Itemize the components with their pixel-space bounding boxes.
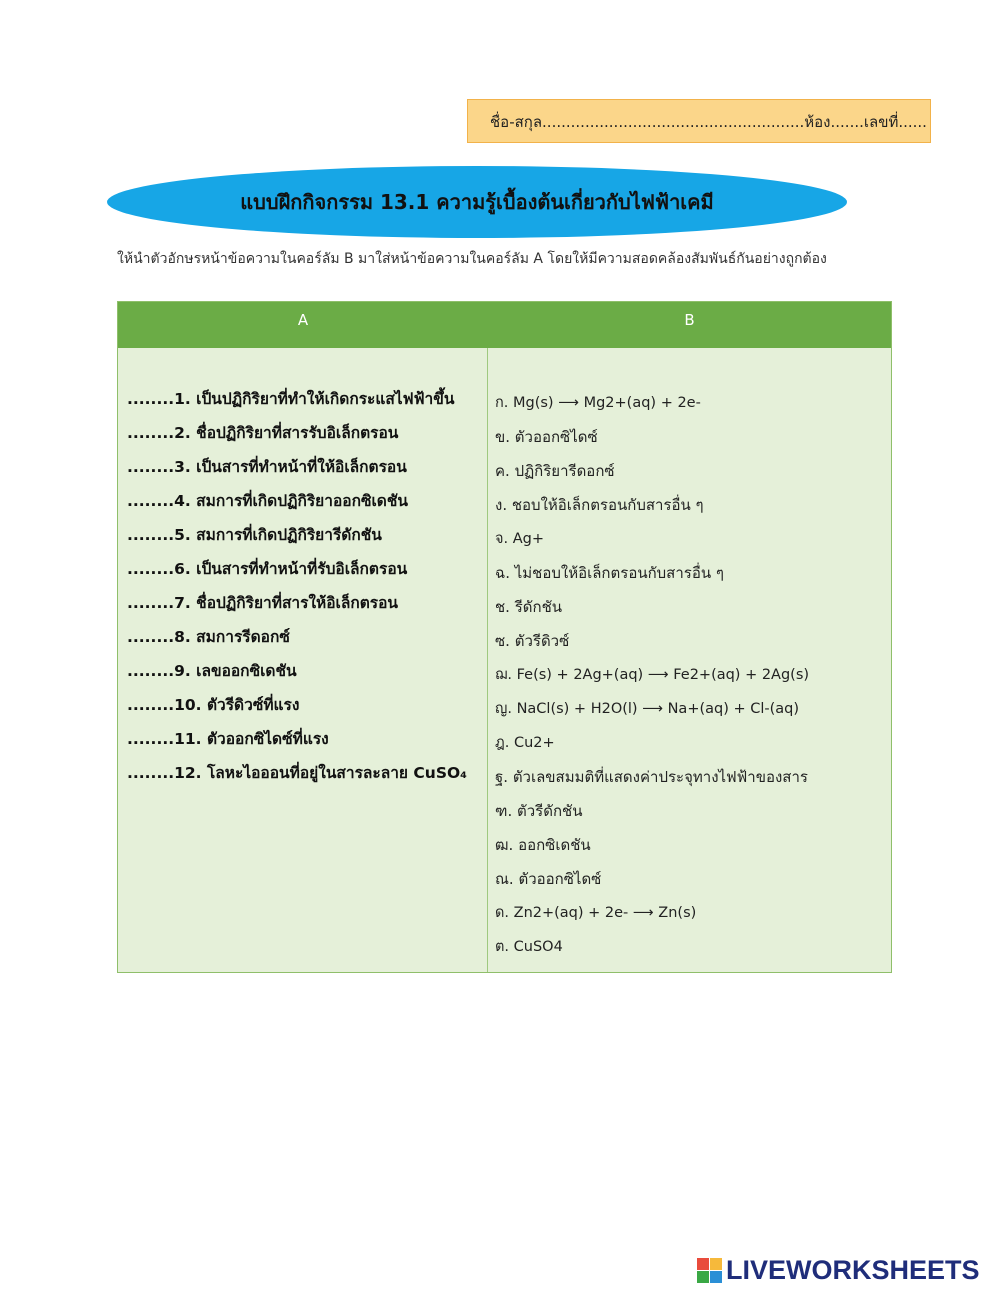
answer-option: ง. ชอบให้อิเล็กตรอนกับสารอื่น ๆ — [495, 496, 704, 514]
column-b-header: B — [684, 311, 695, 329]
question-item: ........8. สมการรีดอกซ์ — [127, 628, 290, 646]
answer-option: ฐ. ตัวเลขสมมติที่แสดงค่าประจุทางไฟฟ้าของสาร — [495, 768, 808, 786]
table-header — [118, 302, 891, 348]
logo-square-yellow — [710, 1258, 722, 1270]
question-item: ........9. เลขออกซิเดชัน — [127, 662, 297, 680]
logo-square-blue — [710, 1271, 722, 1283]
liveworksheets-logo-icon — [697, 1258, 722, 1283]
title-banner — [107, 166, 847, 238]
question-item: ........4. สมการที่เกิดปฏิกิริยาออกซิเดชัน — [127, 492, 408, 510]
name-class-number-box — [467, 99, 931, 143]
question-item: ........11. ตัวออกซิไดซ์ที่แรง — [127, 730, 329, 748]
column-b — [495, 386, 885, 964]
answer-option: ต. CuSO4 — [495, 939, 563, 955]
answer-option: ค. ปฏิกิริยารีดอกซ์ — [495, 462, 615, 480]
answer-option: ญ. NaCl(s) + H2O(l) ⟶ Na+(aq) + Cl-(aq) — [495, 701, 800, 717]
answer-option: ก. Mg(s) ⟶ Mg2+(aq) + 2e- — [495, 395, 701, 411]
column-a — [127, 382, 482, 790]
column-a-header: A — [297, 311, 309, 329]
logo-square-red — [697, 1258, 709, 1270]
answer-option: ฒ. ออกซิเดชัน — [495, 836, 591, 854]
question-item: ........10. ตัวรีดิวซ์ที่แรง — [127, 696, 300, 714]
question-item: ........12. โลหะไอออนที่อยู่ในสารละลาย CuSO₄ — [127, 764, 467, 782]
answer-option: ช. รีดักชัน — [495, 598, 563, 616]
logo-square-green — [697, 1271, 709, 1283]
name-line: ชื่อ-สกุล.......................................................ห้อง.......เลขที่...... — [490, 113, 927, 131]
answer-option: ณ. ตัวออกซิไดซ์ — [495, 870, 602, 888]
liveworksheets-brand[interactable] — [697, 1253, 980, 1287]
answer-option: ฌ. Fe(s) + 2Ag+(aq) ⟶ Fe2+(aq) + 2Ag(s) — [495, 667, 810, 683]
brand-text: LIVEWORKSHEETS — [726, 1254, 980, 1285]
answer-option: ข. ตัวออกซิไดซ์ — [495, 428, 598, 446]
instruction-text: ให้นำตัวอักษรหน้าข้อความในคอร์ลัม B มาใส่หน้าข้อความในคอร์ลัม A โดยให้มีความสอดคล้องสัมพันธ์กันอย่างถูกต้อง — [117, 251, 827, 267]
question-item: ........1. เป็นปฏิกิริยาที่ทำให้เกิดกระแสไฟฟ้าขึ้น — [127, 390, 455, 408]
matching-table — [117, 301, 892, 973]
column-divider — [487, 348, 488, 972]
question-item: ........5. สมการที่เกิดปฏิกิริยารีดักชัน — [127, 526, 382, 544]
question-item: ........2. ชื่อปฏิกิริยาที่สารรับอิเล็กตรอน — [127, 424, 399, 442]
question-item: ........6. เป็นสารที่ทำหน้าที่รับอิเล็กตรอน — [127, 560, 408, 578]
answer-option: ฎ. Cu2+ — [495, 735, 555, 751]
answer-option: จ. Ag+ — [495, 531, 544, 547]
page-title: แบบฝึกกิจกรรม 13.1 ความรู้เบื้องต้นเกี่ยวกับไฟฟ้าเคมี — [240, 190, 714, 214]
answer-option: ซ. ตัวรีดิวซ์ — [495, 632, 570, 650]
question-item: ........7. ชื่อปฏิกิริยาที่สารให้อิเล็กตรอน — [127, 594, 399, 612]
question-item: ........3. เป็นสารที่ทำหน้าที่ให้อิเล็กตรอน — [127, 458, 407, 476]
answer-option: ฑ. ตัวรีดักชัน — [495, 802, 583, 820]
answer-option: ด. Zn2+(aq) + 2e- ⟶ Zn(s) — [495, 905, 697, 921]
answer-option: ฉ. ไม่ชอบให้อิเล็กตรอนกับสารอื่น ๆ — [495, 564, 724, 582]
